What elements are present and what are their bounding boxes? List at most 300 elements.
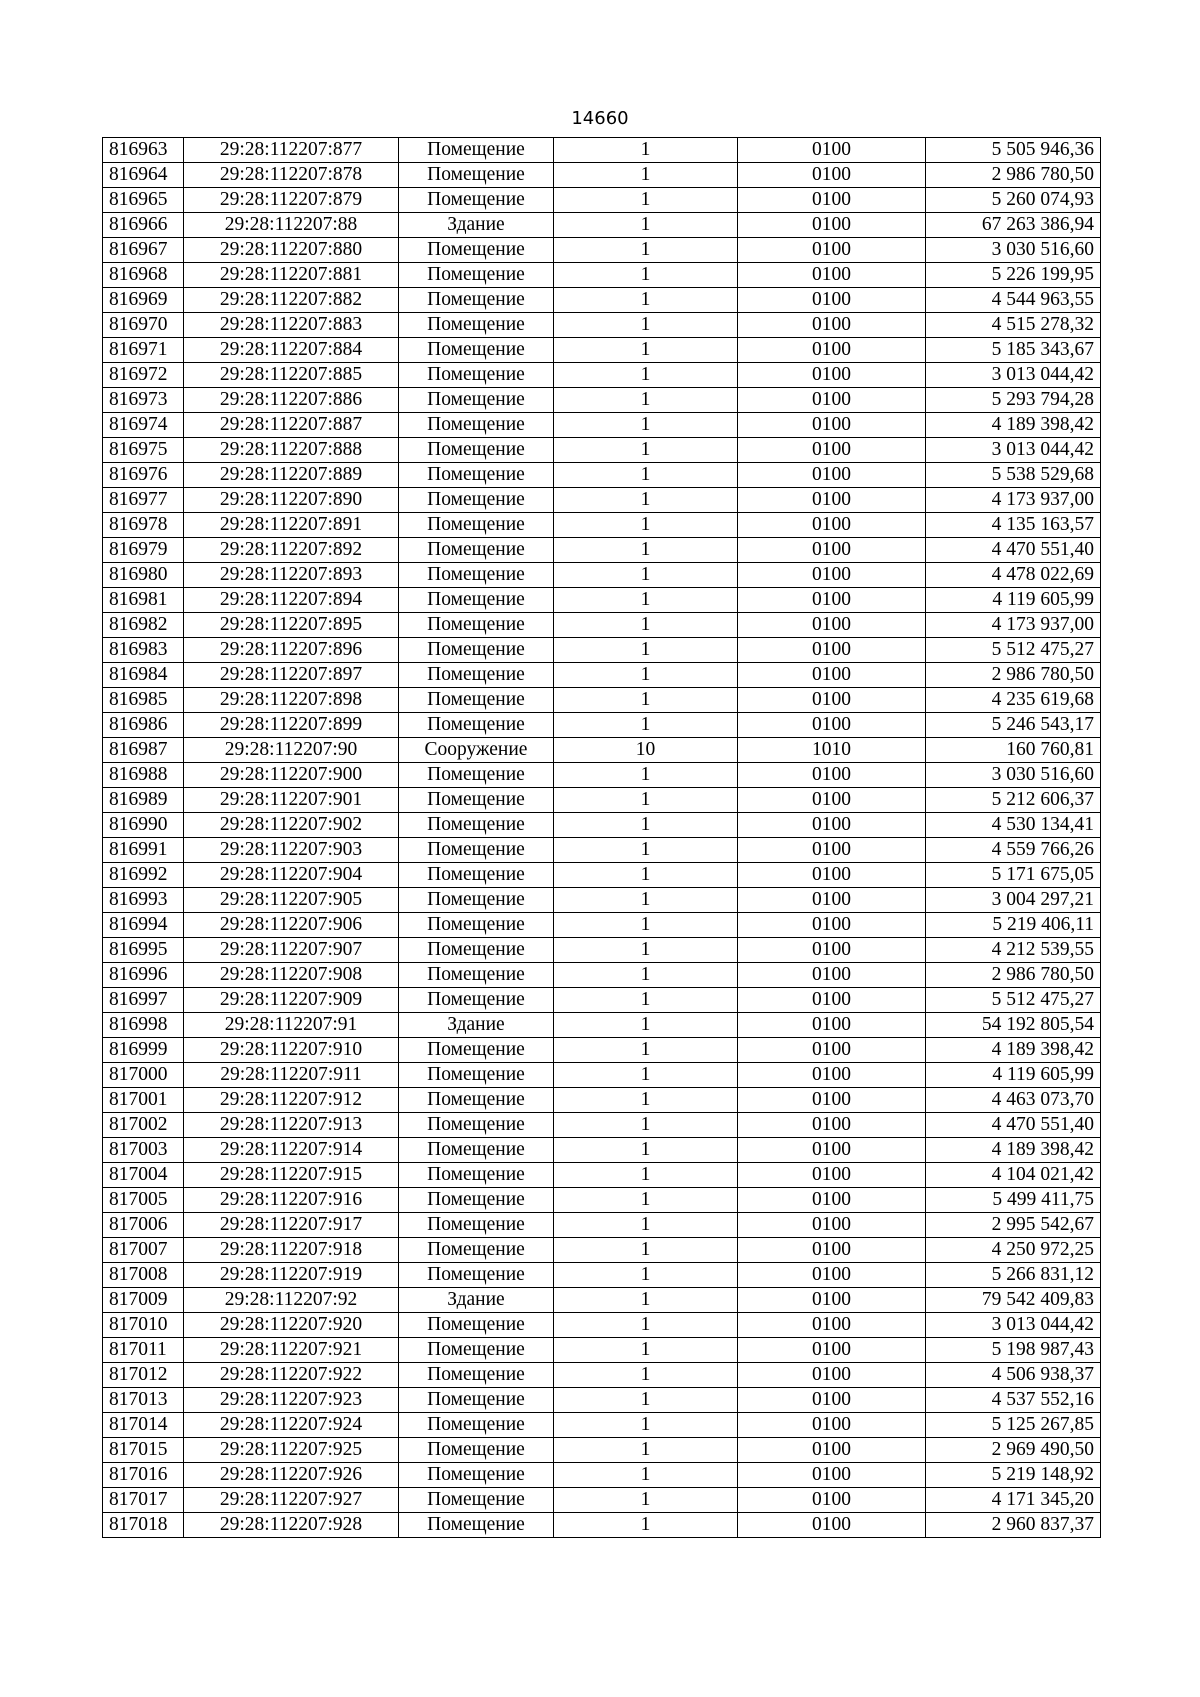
row-number-cell: 817002 [103, 1113, 184, 1138]
quantity-cell: 1 [554, 1138, 738, 1163]
quantity-cell: 1 [554, 1363, 738, 1388]
cadastral-number-cell: 29:28:112207:889 [184, 463, 399, 488]
code-cell: 0100 [738, 1413, 926, 1438]
code-cell: 0100 [738, 713, 926, 738]
object-type-cell: Помещение [399, 913, 554, 938]
object-type-cell: Помещение [399, 488, 554, 513]
cadastral-number-cell: 29:28:112207:924 [184, 1413, 399, 1438]
row-number-cell: 816991 [103, 838, 184, 863]
object-type-cell: Помещение [399, 1138, 554, 1163]
row-number-cell: 816979 [103, 538, 184, 563]
row-number-cell: 816964 [103, 163, 184, 188]
row-number-cell: 816967 [103, 238, 184, 263]
cadastral-value-cell: 5 293 794,28 [926, 388, 1101, 413]
code-cell: 0100 [738, 413, 926, 438]
cadastral-number-cell: 29:28:112207:909 [184, 988, 399, 1013]
code-cell: 0100 [738, 588, 926, 613]
row-number-cell: 816998 [103, 1013, 184, 1038]
code-cell: 0100 [738, 1013, 926, 1038]
cadastral-value-cell: 3 004 297,21 [926, 888, 1101, 913]
cadastral-number-cell: 29:28:112207:910 [184, 1038, 399, 1063]
row-number-cell: 816986 [103, 713, 184, 738]
cadastral-value-cell: 3 013 044,42 [926, 363, 1101, 388]
cadastral-value-cell: 5 198 987,43 [926, 1338, 1101, 1363]
quantity-cell: 1 [554, 488, 738, 513]
table-row [103, 163, 1101, 188]
code-cell: 0100 [738, 1313, 926, 1338]
quantity-cell: 1 [554, 538, 738, 563]
object-type-cell: Помещение [399, 288, 554, 313]
table-row [103, 938, 1101, 963]
quantity-cell: 1 [554, 438, 738, 463]
code-cell: 0100 [738, 963, 926, 988]
table-row [103, 838, 1101, 863]
code-cell: 0100 [738, 1113, 926, 1138]
code-cell: 0100 [738, 563, 926, 588]
quantity-cell: 1 [554, 788, 738, 813]
code-cell: 0100 [738, 338, 926, 363]
cadastral-number-cell: 29:28:112207:894 [184, 588, 399, 613]
code-cell: 0100 [738, 663, 926, 688]
object-type-cell: Помещение [399, 1313, 554, 1338]
row-number-cell: 816992 [103, 863, 184, 888]
table-row [103, 1488, 1101, 1513]
object-type-cell: Помещение [399, 1213, 554, 1238]
object-type-cell: Помещение [399, 138, 554, 163]
cadastral-value-cell: 4 537 552,16 [926, 1388, 1101, 1413]
code-cell: 0100 [738, 1063, 926, 1088]
code-cell: 0100 [738, 163, 926, 188]
cadastral-value-cell: 5 171 675,05 [926, 863, 1101, 888]
cadastral-value-cell: 3 030 516,60 [926, 238, 1101, 263]
row-number-cell: 816997 [103, 988, 184, 1013]
cadastral-value-cell: 2 986 780,50 [926, 663, 1101, 688]
row-number-cell: 816983 [103, 638, 184, 663]
cadastral-number-cell: 29:28:112207:925 [184, 1438, 399, 1463]
cadastral-number-cell: 29:28:112207:897 [184, 663, 399, 688]
table-row [103, 1113, 1101, 1138]
row-number-cell: 816985 [103, 688, 184, 713]
object-type-cell: Помещение [399, 513, 554, 538]
cadastral-value-cell: 3 030 516,60 [926, 763, 1101, 788]
quantity-cell: 1 [554, 688, 738, 713]
cadastral-number-cell: 29:28:112207:918 [184, 1238, 399, 1263]
code-cell: 0100 [738, 538, 926, 563]
cadastral-number-cell: 29:28:112207:927 [184, 1488, 399, 1513]
row-number-cell: 816978 [103, 513, 184, 538]
row-number-cell: 817009 [103, 1288, 184, 1313]
cadastral-value-cell: 67 263 386,94 [926, 213, 1101, 238]
cadastral-value-cell: 4 515 278,32 [926, 313, 1101, 338]
cadastral-number-cell: 29:28:112207:912 [184, 1088, 399, 1113]
object-type-cell: Помещение [399, 1463, 554, 1488]
object-type-cell: Помещение [399, 1038, 554, 1063]
table-row [103, 238, 1101, 263]
cadastral-number-cell: 29:28:112207:921 [184, 1338, 399, 1363]
quantity-cell: 1 [554, 1263, 738, 1288]
cadastral-number-cell: 29:28:112207:920 [184, 1313, 399, 1338]
quantity-cell: 1 [554, 313, 738, 338]
cadastral-number-cell: 29:28:112207:898 [184, 688, 399, 713]
table-row [103, 1388, 1101, 1413]
page-number: 14660 [571, 108, 629, 129]
object-type-cell: Помещение [399, 838, 554, 863]
table-row [103, 188, 1101, 213]
table-row [103, 1238, 1101, 1263]
cadastral-value-cell: 5 125 267,85 [926, 1413, 1101, 1438]
row-number-cell: 817007 [103, 1238, 184, 1263]
object-type-cell: Помещение [399, 813, 554, 838]
row-number-cell: 816994 [103, 913, 184, 938]
table-row [103, 513, 1101, 538]
cadastral-value-cell: 4 530 134,41 [926, 813, 1101, 838]
object-type-cell: Помещение [399, 538, 554, 563]
code-cell: 0100 [738, 688, 926, 713]
object-type-cell: Помещение [399, 563, 554, 588]
quantity-cell: 1 [554, 263, 738, 288]
row-number-cell: 816973 [103, 388, 184, 413]
cadastral-number-cell: 29:28:112207:911 [184, 1063, 399, 1088]
row-number-cell: 816993 [103, 888, 184, 913]
code-cell: 0100 [738, 288, 926, 313]
row-number-cell: 816966 [103, 213, 184, 238]
code-cell: 0100 [738, 1213, 926, 1238]
table-row [103, 263, 1101, 288]
table-row [103, 288, 1101, 313]
table-row [103, 788, 1101, 813]
table-row [103, 1288, 1101, 1313]
cadastral-value-cell: 5 212 606,37 [926, 788, 1101, 813]
cadastral-number-cell: 29:28:112207:886 [184, 388, 399, 413]
cadastral-number-cell: 29:28:112207:880 [184, 238, 399, 263]
code-cell: 0100 [738, 138, 926, 163]
quantity-cell: 1 [554, 863, 738, 888]
table-row [103, 763, 1101, 788]
table-row [103, 1088, 1101, 1113]
cadastral-number-cell: 29:28:112207:902 [184, 813, 399, 838]
object-type-cell: Помещение [399, 388, 554, 413]
cadastral-number-cell: 29:28:112207:895 [184, 613, 399, 638]
quantity-cell: 1 [554, 588, 738, 613]
object-type-cell: Помещение [399, 1088, 554, 1113]
table-row [103, 488, 1101, 513]
row-number-cell: 817003 [103, 1138, 184, 1163]
code-cell: 0100 [738, 863, 926, 888]
row-number-cell: 817008 [103, 1263, 184, 1288]
code-cell: 0100 [738, 188, 926, 213]
object-type-cell: Помещение [399, 788, 554, 813]
quantity-cell: 1 [554, 1388, 738, 1413]
quantity-cell: 1 [554, 1163, 738, 1188]
cadastral-value-cell: 3 013 044,42 [926, 1313, 1101, 1338]
cadastral-number-cell: 29:28:112207:891 [184, 513, 399, 538]
row-number-cell: 817011 [103, 1338, 184, 1363]
table-row [103, 1413, 1101, 1438]
object-type-cell: Помещение [399, 1413, 554, 1438]
row-number-cell: 816982 [103, 613, 184, 638]
cadastral-number-cell: 29:28:112207:903 [184, 838, 399, 863]
cadastral-value-cell: 4 544 963,55 [926, 288, 1101, 313]
table-row [103, 338, 1101, 363]
object-type-cell: Помещение [399, 1438, 554, 1463]
cadastral-value-cell: 4 119 605,99 [926, 588, 1101, 613]
table-row [103, 463, 1101, 488]
quantity-cell: 1 [554, 988, 738, 1013]
cadastral-number-cell: 29:28:112207:928 [184, 1513, 399, 1538]
cadastral-number-cell: 29:28:112207:887 [184, 413, 399, 438]
code-cell: 0100 [738, 1163, 926, 1188]
code-cell: 0100 [738, 1263, 926, 1288]
quantity-cell: 1 [554, 1213, 738, 1238]
code-cell: 0100 [738, 1338, 926, 1363]
code-cell: 0100 [738, 913, 926, 938]
object-type-cell: Помещение [399, 238, 554, 263]
cadastral-number-cell: 29:28:112207:922 [184, 1363, 399, 1388]
code-cell: 0100 [738, 1188, 926, 1213]
table-row [103, 913, 1101, 938]
table-row [103, 963, 1101, 988]
cadastral-value-cell: 4 250 972,25 [926, 1238, 1101, 1263]
quantity-cell: 1 [554, 1088, 738, 1113]
table-row [103, 888, 1101, 913]
cadastral-value-cell: 5 226 199,95 [926, 263, 1101, 288]
table-row [103, 138, 1101, 163]
code-cell: 0100 [738, 363, 926, 388]
object-type-cell: Помещение [399, 338, 554, 363]
code-cell: 0100 [738, 463, 926, 488]
quantity-cell: 1 [554, 1438, 738, 1463]
quantity-cell: 1 [554, 838, 738, 863]
table-row [103, 1213, 1101, 1238]
cadastral-number-cell: 29:28:112207:890 [184, 488, 399, 513]
cadastral-value-cell: 4 506 938,37 [926, 1363, 1101, 1388]
object-type-cell: Помещение [399, 263, 554, 288]
object-type-cell: Помещение [399, 1513, 554, 1538]
table-row [103, 638, 1101, 663]
row-number-cell: 817012 [103, 1363, 184, 1388]
row-number-cell: 816968 [103, 263, 184, 288]
cadastral-number-cell: 29:28:112207:881 [184, 263, 399, 288]
object-type-cell: Помещение [399, 1363, 554, 1388]
quantity-cell: 1 [554, 1288, 738, 1313]
object-type-cell: Здание [399, 1288, 554, 1313]
cadastral-value-cell: 5 512 475,27 [926, 638, 1101, 663]
table-row [103, 713, 1101, 738]
quantity-cell: 1 [554, 1463, 738, 1488]
cadastral-value-cell: 4 470 551,40 [926, 538, 1101, 563]
row-number-cell: 816974 [103, 413, 184, 438]
table-row [103, 1363, 1101, 1388]
quantity-cell: 1 [554, 338, 738, 363]
cadastral-number-cell: 29:28:112207:913 [184, 1113, 399, 1138]
quantity-cell: 1 [554, 1313, 738, 1338]
object-type-cell: Помещение [399, 888, 554, 913]
cadastral-value-cell: 5 538 529,68 [926, 463, 1101, 488]
object-type-cell: Помещение [399, 588, 554, 613]
quantity-cell: 1 [554, 463, 738, 488]
cadastral-number-cell: 29:28:112207:919 [184, 1263, 399, 1288]
row-number-cell: 816969 [103, 288, 184, 313]
row-number-cell: 816990 [103, 813, 184, 838]
cadastral-value-cell: 4 135 163,57 [926, 513, 1101, 538]
cadastral-value-cell: 5 219 406,11 [926, 913, 1101, 938]
code-cell: 0100 [738, 938, 926, 963]
object-type-cell: Помещение [399, 1063, 554, 1088]
table-row [103, 738, 1101, 763]
quantity-cell: 1 [554, 388, 738, 413]
cadastral-number-cell: 29:28:112207:916 [184, 1188, 399, 1213]
table-row [103, 1438, 1101, 1463]
object-type-cell: Помещение [399, 1163, 554, 1188]
row-number-cell: 817017 [103, 1488, 184, 1513]
row-number-cell: 816987 [103, 738, 184, 763]
row-number-cell: 817001 [103, 1088, 184, 1113]
table-row [103, 538, 1101, 563]
cadastral-number-cell: 29:28:112207:92 [184, 1288, 399, 1313]
quantity-cell: 1 [554, 513, 738, 538]
code-cell: 0100 [738, 488, 926, 513]
cadastral-value-cell: 4 470 551,40 [926, 1113, 1101, 1138]
cadastral-value-cell: 3 013 044,42 [926, 438, 1101, 463]
cadastral-number-cell: 29:28:112207:906 [184, 913, 399, 938]
cadastral-value-cell: 5 185 343,67 [926, 338, 1101, 363]
code-cell: 0100 [738, 263, 926, 288]
cadastral-number-cell: 29:28:112207:917 [184, 1213, 399, 1238]
quantity-cell: 1 [554, 1113, 738, 1138]
row-number-cell: 817016 [103, 1463, 184, 1488]
object-type-cell: Помещение [399, 363, 554, 388]
quantity-cell: 1 [554, 638, 738, 663]
code-cell: 0100 [738, 1038, 926, 1063]
cadastral-number-cell: 29:28:112207:915 [184, 1163, 399, 1188]
code-cell: 0100 [738, 1288, 926, 1313]
cadastral-value-cell: 5 499 411,75 [926, 1188, 1101, 1213]
row-number-cell: 816981 [103, 588, 184, 613]
code-cell: 0100 [738, 1388, 926, 1413]
row-number-cell: 816975 [103, 438, 184, 463]
table-row [103, 413, 1101, 438]
cadastral-number-cell: 29:28:112207:904 [184, 863, 399, 888]
table-row [103, 1313, 1101, 1338]
table-row [103, 613, 1101, 638]
table-row [103, 563, 1101, 588]
cadastral-value-cell: 4 235 619,68 [926, 688, 1101, 713]
row-number-cell: 817000 [103, 1063, 184, 1088]
row-number-cell: 816976 [103, 463, 184, 488]
quantity-cell: 1 [554, 963, 738, 988]
object-type-cell: Помещение [399, 988, 554, 1013]
quantity-cell: 1 [554, 913, 738, 938]
object-type-cell: Здание [399, 213, 554, 238]
cadastral-number-cell: 29:28:112207:888 [184, 438, 399, 463]
object-type-cell: Помещение [399, 188, 554, 213]
cadastral-number-cell: 29:28:112207:896 [184, 638, 399, 663]
object-type-cell: Помещение [399, 1188, 554, 1213]
cadastral-value-cell: 5 512 475,27 [926, 988, 1101, 1013]
table-row [103, 1013, 1101, 1038]
row-number-cell: 816970 [103, 313, 184, 338]
object-type-cell: Помещение [399, 163, 554, 188]
quantity-cell: 1 [554, 1488, 738, 1513]
quantity-cell: 1 [554, 1238, 738, 1263]
cadastral-number-cell: 29:28:112207:900 [184, 763, 399, 788]
object-type-cell: Помещение [399, 1113, 554, 1138]
table-row [103, 1188, 1101, 1213]
object-type-cell: Помещение [399, 463, 554, 488]
table-row [103, 1263, 1101, 1288]
quantity-cell: 1 [554, 938, 738, 963]
cadastral-value-cell: 2 986 780,50 [926, 163, 1101, 188]
code-cell: 0100 [738, 438, 926, 463]
code-cell: 0100 [738, 1438, 926, 1463]
cadastral-value-cell: 4 189 398,42 [926, 1138, 1101, 1163]
quantity-cell: 1 [554, 238, 738, 263]
row-number-cell: 816984 [103, 663, 184, 688]
code-cell: 0100 [738, 513, 926, 538]
cadastral-value-cell: 79 542 409,83 [926, 1288, 1101, 1313]
cadastral-number-cell: 29:28:112207:883 [184, 313, 399, 338]
cadastral-number-cell: 29:28:112207:885 [184, 363, 399, 388]
cadastral-number-cell: 29:28:112207:923 [184, 1388, 399, 1413]
code-cell: 0100 [738, 1138, 926, 1163]
cadastral-value-cell: 4 189 398,42 [926, 1038, 1101, 1063]
row-number-cell: 817013 [103, 1388, 184, 1413]
object-type-cell: Помещение [399, 638, 554, 663]
cadastral-value-cell: 4 173 937,00 [926, 613, 1101, 638]
object-type-cell: Помещение [399, 1388, 554, 1413]
table-row [103, 988, 1101, 1013]
row-number-cell: 817006 [103, 1213, 184, 1238]
cadastral-number-cell: 29:28:112207:879 [184, 188, 399, 213]
object-type-cell: Помещение [399, 663, 554, 688]
quantity-cell: 1 [554, 663, 738, 688]
code-cell: 0100 [738, 213, 926, 238]
quantity-cell: 1 [554, 1063, 738, 1088]
table-row [103, 688, 1101, 713]
table-row [103, 1338, 1101, 1363]
code-cell: 0100 [738, 813, 926, 838]
object-type-cell: Помещение [399, 713, 554, 738]
object-type-cell: Сооружение [399, 738, 554, 763]
table-row [103, 1463, 1101, 1488]
code-cell: 0100 [738, 1088, 926, 1113]
cadastral-number-cell: 29:28:112207:878 [184, 163, 399, 188]
quantity-cell: 1 [554, 613, 738, 638]
quantity-cell: 1 [554, 1413, 738, 1438]
table-row [103, 1038, 1101, 1063]
quantity-cell: 1 [554, 1013, 738, 1038]
cadastral-number-cell: 29:28:112207:926 [184, 1463, 399, 1488]
cadastral-number-cell: 29:28:112207:908 [184, 963, 399, 988]
table-row [103, 588, 1101, 613]
quantity-cell: 1 [554, 213, 738, 238]
row-number-cell: 816988 [103, 763, 184, 788]
row-number-cell: 816972 [103, 363, 184, 388]
object-type-cell: Помещение [399, 1488, 554, 1513]
cadastral-value-cell: 5 266 831,12 [926, 1263, 1101, 1288]
cadastral-value-cell: 2 986 780,50 [926, 963, 1101, 988]
quantity-cell: 1 [554, 188, 738, 213]
quantity-cell: 1 [554, 138, 738, 163]
cadastral-number-cell: 29:28:112207:893 [184, 563, 399, 588]
quantity-cell: 1 [554, 1338, 738, 1363]
cadastral-value-cell: 4 119 605,99 [926, 1063, 1101, 1088]
row-number-cell: 817004 [103, 1163, 184, 1188]
row-number-cell: 816977 [103, 488, 184, 513]
cadastral-number-cell: 29:28:112207:882 [184, 288, 399, 313]
object-type-cell: Помещение [399, 763, 554, 788]
cadastral-value-cell: 5 219 148,92 [926, 1463, 1101, 1488]
